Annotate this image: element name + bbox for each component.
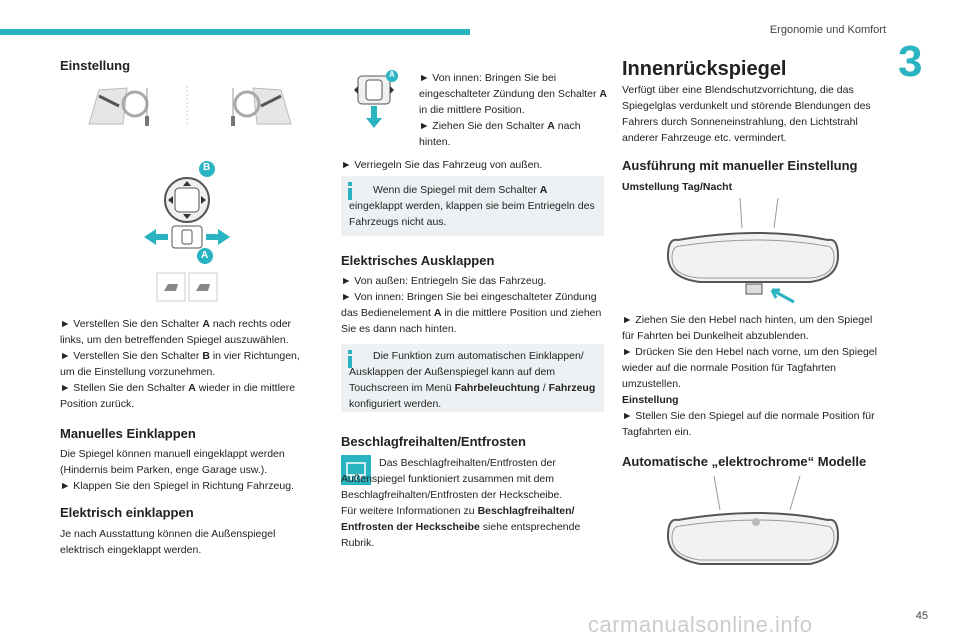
interior-mirror-intro: Verfügt über eine Blendschutzvorrichtung, die das Spiegelglas verdunkelt und störende Blendungen des Fahrers durch Sonneneinstrahlung, den Lichtstrahl anderer Fahrzeuge etc. vermindert. <box>622 84 871 144</box>
info-note-1: Wenn die Spiegel mit dem Schalter A eingeklappt werden, klappen sie beim Entriegeln des Fahrzeugs nicht aus. <box>341 176 604 236</box>
fold-buttons-illustration <box>156 272 218 302</box>
manual-fold-heading: Manuelles Einklappen <box>60 426 196 441</box>
electric-unfold-text: ► Von außen: Entriegeln Sie das Fahrzeug. ► Von innen: Bringen Sie bei eingeschalteter Zündung das Bedienelement A in die mittlere Position und ziehen Sie es dann nach hinten. <box>341 275 602 335</box>
electric-fold-text: Je nach Ausstattung können die Außenspiegel elektrisch eingeklappt werden. <box>60 528 276 556</box>
defrost-more: Für weitere Informationen zu Beschlagfreihalten/ Entfrosten der Heckscheibe siehe entsprechende Rubrik. <box>341 505 581 549</box>
interior-mirror-title: Innenrückspiegel <box>622 58 787 80</box>
defrost-text: Das Beschlagfreihalten/Entfrosten der Außenspiegel funktioniert zusammen mit dem Beschlagfreihalten/Entfrosten der Heckscheibe. <box>341 457 563 501</box>
page-number: 45 <box>915 610 928 622</box>
step-1: ► Verstellen Sie den Schalter A nach rechts oder links, um den betreffenden Spiegel auszuwählen. <box>60 318 292 346</box>
einstellung-heading: Einstellung <box>60 58 131 73</box>
electric-fold-heading: Elektrisch einklappen <box>60 505 194 520</box>
label-b: B <box>203 162 211 173</box>
electric-unfold-heading: Elektrisches Ausklappen <box>341 253 495 268</box>
manual-version-heading: Ausführung mit manueller Einstellung <box>622 158 858 173</box>
header-accent-bar <box>0 29 470 35</box>
mirror-switch-illustration <box>140 158 240 268</box>
einstellung-steps <box>60 316 306 412</box>
mirror-selection-illustration <box>85 82 295 130</box>
chapter-number: 3 <box>898 37 923 86</box>
manual-mirror-steps: ► Ziehen Sie den Hebel nach hinten, um den Spiegel für Fahrten bei Dunkelheit abzublenden. ► Drücken Sie den Hebel nach vorne, um den Spiegel wieder auf die normale Position für Tagfahrten umzustellen. Einstellung ► Stellen Sie den Spiegel auf die normale Position für Tagfahrten ein. <box>622 314 877 438</box>
auto-mirror-illustration <box>660 476 850 572</box>
label-a: A <box>201 250 209 261</box>
info-note-2: Die Funktion zum automatischen Einklappen/ Ausklappen der Außenspiegel kann auf dem Touchscreen im Menü Fahrbeleuchtung / Fahrzeug konfiguriert werden. <box>341 344 604 412</box>
fold-switch-illustration <box>352 70 404 132</box>
inside-step: ► Von innen: Bringen Sie bei eingeschalteter Zündung den Schalter A in die mittlere Position. ► Ziehen Sie den Schalter A nach hinten. <box>419 72 607 148</box>
defrost-heading: Beschlagfreihalten/Entfrosten <box>341 434 526 449</box>
manual-mirror-illustration <box>660 198 850 306</box>
step-3: ► Stellen Sie den Schalter A wieder in die mittlere Position zurück. <box>60 382 296 410</box>
label-a-switch: A <box>389 70 395 79</box>
day-night-subheading: Umstellung Tag/Nacht <box>622 181 733 193</box>
watermark: carmanualsonline.info <box>588 612 813 637</box>
section-header: Ergonomie und Komfort <box>769 24 886 36</box>
step-2: ► Verstellen Sie den Schalter B in vier Richtungen, um die Einstellung vorzunehmen. <box>60 350 300 378</box>
auto-mirror-heading: Automatische „elektrochrome“ Modelle <box>622 454 867 469</box>
lock-step: ► Verriegeln Sie das Fahrzeug von außen. <box>341 159 543 171</box>
manual-fold-text: Die Spiegel können manuell eingeklappt werden (Hindernis beim Parken, enge Garage usw.). ► Klappen Sie den Spiegel in Richtung Fahrzeug. <box>60 448 294 492</box>
